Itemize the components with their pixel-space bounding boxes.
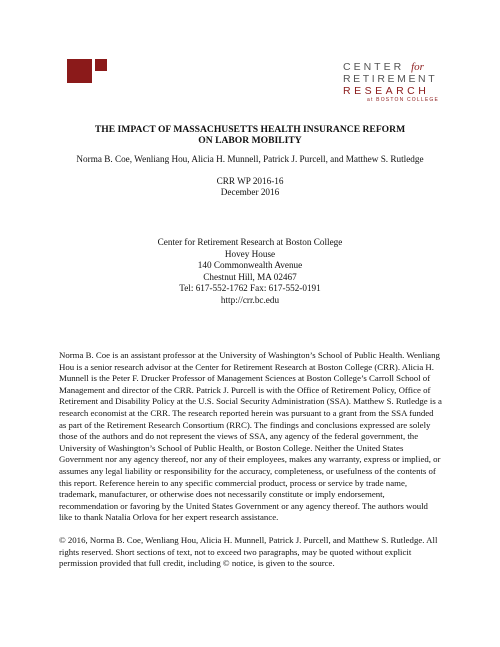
address-url: http://crr.bc.edu	[220, 294, 280, 305]
address-phone-fax: Tel: 617-552-1762 Fax: 617-552-0191	[179, 283, 321, 293]
paper-title	[0, 124, 500, 146]
logo-retirement-text: RETIREMENT	[343, 73, 438, 85]
paper-title-line-2: ON LABOR MOBILITY	[198, 135, 302, 146]
logo-square-large	[67, 59, 92, 83]
address-street: 140 Commonwealth Avenue	[197, 260, 303, 270]
logo-square-small	[95, 59, 107, 71]
crr-logo	[343, 61, 463, 103]
logo-squares	[67, 59, 107, 83]
logo-center-text: CENTER	[343, 61, 405, 73]
publication-date: December 2016	[220, 187, 280, 197]
copyright-paragraph: © 2016, Norma B. Coe, Wenliang Hou, Alicia H. Munnell, Patrick J. Purcell, and Matthew S. Rutledge. All rights reserved. Short sections of text, not to exceed two paragraphs, may be quoted without explicit permission provided that full credit, including © notice, is given to the source.	[59, 535, 438, 569]
logo-research-text: RESEARCH	[343, 85, 430, 97]
working-paper-number: CRR WP 2016-16	[216, 176, 284, 186]
logo-boston-college-text: at BOSTON COLLEGE	[367, 97, 439, 103]
address-org: Center for Retirement Research at Boston College	[157, 237, 343, 247]
address-block	[0, 237, 500, 306]
working-paper-info	[0, 176, 500, 198]
address-city: Chestnut Hill, MA 02467	[203, 271, 297, 282]
author-notes-paragraph: Norma B. Coe is an assistant professor at the University of Washington’s School of Public Health. Wenliang Hou is a senior research advisor at the Center for Retirement Research at Boston College (CRR). Alicia H. Munnell is the Peter F. Drucker Professor of Management Sciences at Boston College’s Carroll School of Management and director of the CRR. Patrick J. Purcell is with the Office of Retirement Policy, Office of Retirement and Disability Policy at the U.S. Social Security Administration (SSA). Matthew S. Rutledge is a research economist at the CRR. The research reported herein was pursuant to a grant from the SSA funded as part of the Retirement Research Consortium (RRC). The findings and conclusions expressed are solely those of the authors and do not represent the views of SSA, any agency of the federal government, the University of Washington’s School of Public Health, or Boston College. Neither the United States Government nor any agency thereof, nor any of their employees, makes any warranty, express or implied, or assumes any legal liability or responsibility for the accuracy, completeness, or usefulness of the contents of this report. Reference herein to any specific commercial product, process or service by trade name, trademark, manufacturer, or otherwise does not necessarily constitute or imply endorsement, recommendation or favoring by the United States Government or any agency thereof. The authors would like to thank Natalia Orlova for her expert research assistance.	[59, 350, 442, 523]
address-building: Hovey House	[224, 248, 276, 259]
paper-title-line-1: THE IMPACT OF MASSACHUSETTS HEALTH INSURANCE REFORM	[94, 124, 406, 135]
logo-for-text: for	[411, 61, 424, 73]
author-list: Norma B. Coe, Wenliang Hou, Alicia H. Munnell, Patrick J. Purcell, and Matthew S. Rutledge	[76, 154, 424, 164]
